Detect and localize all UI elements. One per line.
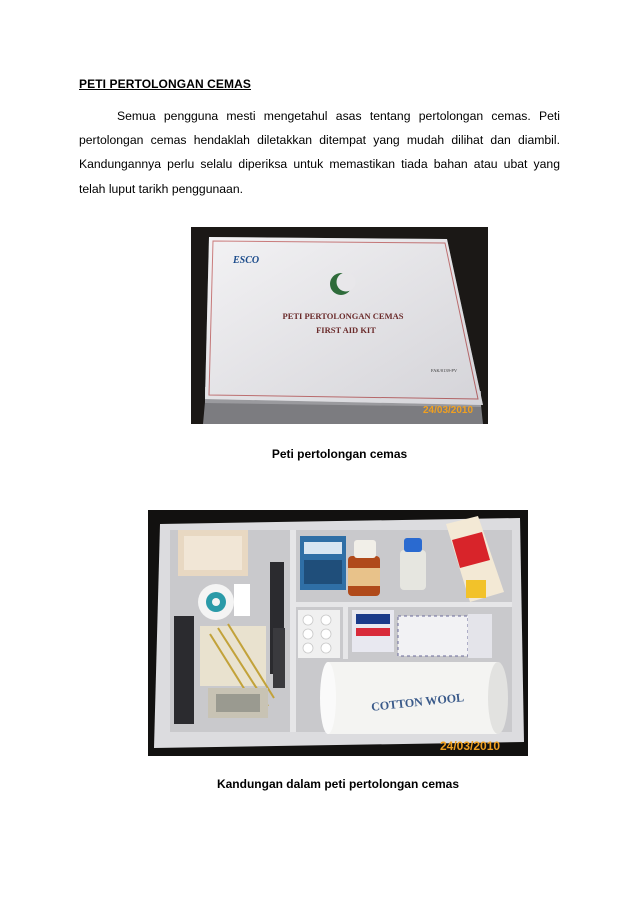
cotton-wool-label: COTTON WOOL xyxy=(370,690,465,714)
date-stamp: 24/03/2010 xyxy=(423,405,474,416)
date-stamp: 24/03/2010 xyxy=(440,739,501,753)
box-code: FAK/0139-PV xyxy=(431,368,458,373)
figure1-caption: Peti pertolongan cemas xyxy=(271,447,408,461)
first-aid-box-photo xyxy=(191,227,488,424)
box-title-line1: PETI PERTOLONGAN CEMAS xyxy=(282,311,404,321)
box-brand-text: ESCO xyxy=(233,255,260,266)
body-paragraph: Semua pengguna mesti mengetahul asas tentang pertolongan cemas. Peti pertolongan cemas hendaklah diletakkan ditempat yang mudah dilihat dan diambil. Kandungannya perlu selalu diperiksa untuk memastikan tiada bahan atau ubat yang telah luput tarikh penggunaan. xyxy=(79,109,560,196)
section-heading: PETI PERTOLONGAN CEMAS xyxy=(79,77,251,91)
box-title-line2: FIRST AID KIT xyxy=(316,325,376,335)
first-aid-contents-photo xyxy=(148,510,528,756)
figure2-caption: Kandungan dalam peti pertolongan cemas xyxy=(216,777,460,791)
